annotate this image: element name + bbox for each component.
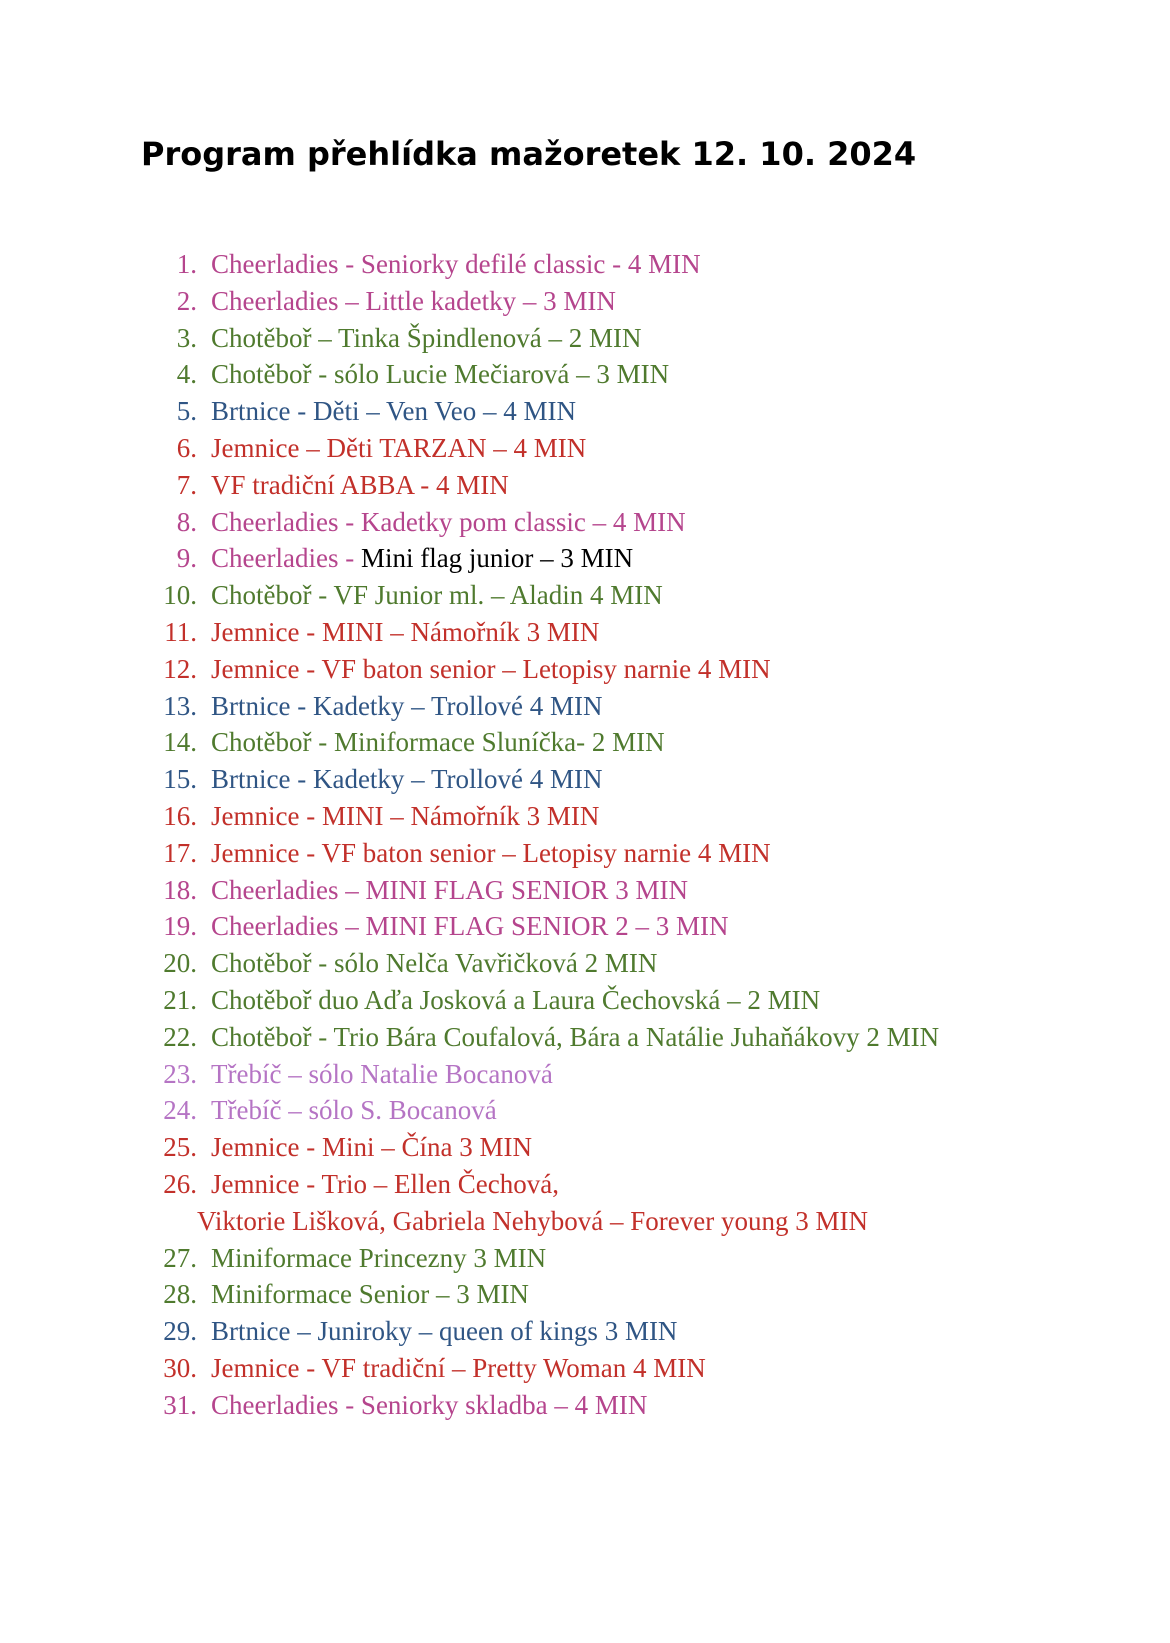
item-text bbox=[211, 651, 771, 688]
item-number: 14. bbox=[163, 727, 197, 758]
item-number: 28. bbox=[163, 1279, 197, 1310]
item-text bbox=[211, 577, 663, 614]
item-number: 4. bbox=[176, 359, 197, 390]
item-number: 9. bbox=[176, 543, 197, 574]
item-text bbox=[211, 1056, 553, 1093]
item-text bbox=[211, 688, 602, 725]
program-item bbox=[0, 393, 1170, 430]
item-text-part: Cheerladies – MINI FLAG SENIOR 3 MIN bbox=[211, 874, 688, 905]
item-number: 26. bbox=[163, 1168, 197, 1199]
program-item bbox=[0, 872, 1170, 909]
item-text-part: Jemnice – Děti TARZAN – 4 MIN bbox=[211, 432, 587, 463]
item-text bbox=[211, 430, 586, 467]
item-text-part: Cheerladies – MINI FLAG SENIOR 2 – 3 MIN bbox=[211, 911, 729, 942]
item-text-part: Brtnice – Juniroky – queen of kings 3 MIN bbox=[211, 1316, 678, 1347]
program-item bbox=[0, 1350, 1170, 1387]
item-text bbox=[211, 798, 599, 835]
program-item bbox=[0, 798, 1170, 835]
program-item bbox=[0, 1276, 1170, 1313]
item-text bbox=[211, 761, 602, 798]
item-number: 17. bbox=[163, 837, 197, 868]
item-text-part: Chotěboř - Miniformace Sluníčka- 2 MIN bbox=[211, 727, 665, 758]
item-number: 24. bbox=[163, 1095, 197, 1126]
page-title: Program přehlídka mažoretek 12. 10. 2024 bbox=[141, 135, 917, 173]
item-text bbox=[211, 246, 701, 283]
item-text-part: Brtnice - Děti – Ven Veo – 4 MIN bbox=[211, 396, 576, 427]
program-item bbox=[0, 1129, 1170, 1166]
program-item bbox=[0, 835, 1170, 872]
item-text bbox=[211, 908, 728, 945]
item-number: 10. bbox=[163, 580, 197, 611]
item-text-part: Chotěboř duo Aďa Josková a Laura Čechovská – 2 MIN bbox=[211, 984, 821, 1015]
program-item bbox=[0, 430, 1170, 467]
item-text-part: Chotěboř - sólo Lucie Mečiarová – 3 MIN bbox=[211, 359, 670, 390]
item-text bbox=[211, 835, 771, 872]
item-number: 25. bbox=[163, 1132, 197, 1163]
item-number: 22. bbox=[163, 1021, 197, 1052]
item-text-part: Cheerladies – Little kadetky – 3 MIN bbox=[211, 285, 616, 316]
item-number: 30. bbox=[163, 1352, 197, 1383]
item-text-part: Třebíč – sólo S. Bocanová bbox=[211, 1095, 497, 1126]
item-text-part: Cheerladies - Kadetky pom classic – 4 MIN bbox=[211, 506, 686, 537]
item-number: 29. bbox=[163, 1316, 197, 1347]
item-number: 19. bbox=[163, 911, 197, 942]
item-text-part: Jemnice - MINI – Námořník 3 MIN bbox=[211, 616, 600, 647]
program-item bbox=[0, 724, 1170, 761]
item-text-part: Chotěboř - Trio Bára Coufalová, Bára a Natálie Juhaňákovy 2 MIN bbox=[211, 1021, 940, 1052]
item-text bbox=[211, 1276, 529, 1313]
program-item bbox=[0, 1313, 1170, 1350]
item-number: 27. bbox=[163, 1242, 197, 1273]
program-list bbox=[0, 246, 1170, 1424]
program-item bbox=[0, 1019, 1170, 1056]
item-text-continuation: Viktorie Lišková, Gabriela Nehybová – Forever young 3 MIN bbox=[197, 1205, 868, 1236]
item-text bbox=[211, 320, 642, 357]
item-text-part: Třebíč – sólo Natalie Bocanová bbox=[211, 1058, 553, 1089]
item-text bbox=[211, 393, 576, 430]
item-text bbox=[211, 1240, 546, 1277]
item-number: 2. bbox=[176, 285, 197, 316]
program-item bbox=[0, 1166, 1170, 1240]
program-item bbox=[0, 945, 1170, 982]
program-item bbox=[0, 1092, 1170, 1129]
item-text-part: Cheerladies - Seniorky defilé classic - 4 MIN bbox=[211, 249, 701, 279]
item-text bbox=[211, 467, 509, 504]
item-number: 3. bbox=[176, 322, 197, 353]
item-text bbox=[211, 1350, 706, 1387]
item-number: 16. bbox=[163, 800, 197, 831]
item-text bbox=[211, 982, 820, 1019]
item-text-part: Jemnice - VF tradiční – Pretty Woman 4 MIN bbox=[211, 1352, 706, 1383]
program-item bbox=[0, 577, 1170, 614]
program-item bbox=[0, 356, 1170, 393]
program-item bbox=[0, 651, 1170, 688]
item-number: 7. bbox=[176, 469, 197, 500]
item-text bbox=[211, 356, 669, 393]
item-number: 31. bbox=[163, 1389, 197, 1420]
item-text-part: Cheerladies - Seniorky skladba – 4 MIN bbox=[211, 1389, 648, 1420]
item-number: 21. bbox=[163, 984, 197, 1015]
item-text-part: Chotěboř - VF Junior ml. – Aladin 4 MIN bbox=[211, 580, 663, 611]
item-text-part: VF tradiční ABBA - 4 MIN bbox=[211, 469, 509, 500]
item-text bbox=[197, 1166, 868, 1240]
item-text-part: Miniformace Princezny 3 MIN bbox=[211, 1242, 547, 1273]
program-item bbox=[0, 688, 1170, 725]
program-item bbox=[0, 908, 1170, 945]
item-text-part: Jemnice - Mini – Čína 3 MIN bbox=[211, 1132, 532, 1163]
item-text bbox=[211, 283, 616, 320]
item-text bbox=[211, 1129, 532, 1166]
item-text-part: Jemnice - VF baton senior – Letopisy narnie 4 MIN bbox=[211, 653, 771, 684]
item-number: 11. bbox=[164, 616, 197, 647]
item-text-part: Jemnice - Trio – Ellen Čechová, bbox=[211, 1168, 559, 1199]
program-item bbox=[0, 320, 1170, 357]
item-number: 23. bbox=[163, 1058, 197, 1089]
item-number: 18. bbox=[163, 874, 197, 905]
item-text-part: Chotěboř - sólo Nelča Vavřičková 2 MIN bbox=[211, 948, 658, 979]
item-text-part: Chotěboř – Tinka Špindlenová – 2 MIN bbox=[211, 322, 642, 353]
item-text-part: Brtnice - Kadetky – Trollové 4 MIN bbox=[211, 690, 603, 721]
item-number: 12. bbox=[163, 653, 197, 684]
program-item bbox=[0, 1056, 1170, 1093]
item-text-part: Mini flag junior – 3 MIN bbox=[360, 543, 634, 574]
program-item bbox=[0, 467, 1170, 504]
program-item bbox=[0, 761, 1170, 798]
item-text bbox=[211, 1313, 677, 1350]
item-number: 6. bbox=[176, 432, 197, 463]
item-text bbox=[211, 614, 599, 651]
item-number: 5. bbox=[176, 396, 197, 427]
item-number: 13. bbox=[163, 690, 197, 721]
program-item bbox=[0, 504, 1170, 541]
item-number: 1. bbox=[176, 249, 197, 279]
item-text-part: Jemnice - VF baton senior – Letopisy narnie 4 MIN bbox=[211, 837, 771, 868]
item-text bbox=[211, 1019, 939, 1056]
item-text bbox=[211, 1387, 647, 1424]
item-text bbox=[211, 540, 633, 577]
item-number: 15. bbox=[163, 764, 197, 795]
program-item bbox=[0, 540, 1170, 577]
item-text-part: Jemnice - MINI – Námořník 3 MIN bbox=[211, 800, 600, 831]
program-item bbox=[0, 1387, 1170, 1424]
item-text bbox=[211, 1092, 497, 1129]
item-text bbox=[211, 724, 665, 761]
item-text-part: Brtnice - Kadetky – Trollové 4 MIN bbox=[211, 764, 603, 795]
program-item bbox=[0, 614, 1170, 651]
item-text-part: Cheerladies - bbox=[211, 543, 361, 574]
item-number: 8. bbox=[176, 506, 197, 537]
program-item bbox=[0, 982, 1170, 1019]
program-item bbox=[0, 283, 1170, 320]
item-text bbox=[211, 872, 688, 909]
program-item bbox=[0, 1240, 1170, 1277]
item-text bbox=[211, 504, 686, 541]
program-item bbox=[0, 246, 1170, 283]
item-number: 20. bbox=[163, 948, 197, 979]
item-text-part: Miniformace Senior – 3 MIN bbox=[211, 1279, 529, 1310]
item-text bbox=[211, 945, 657, 982]
